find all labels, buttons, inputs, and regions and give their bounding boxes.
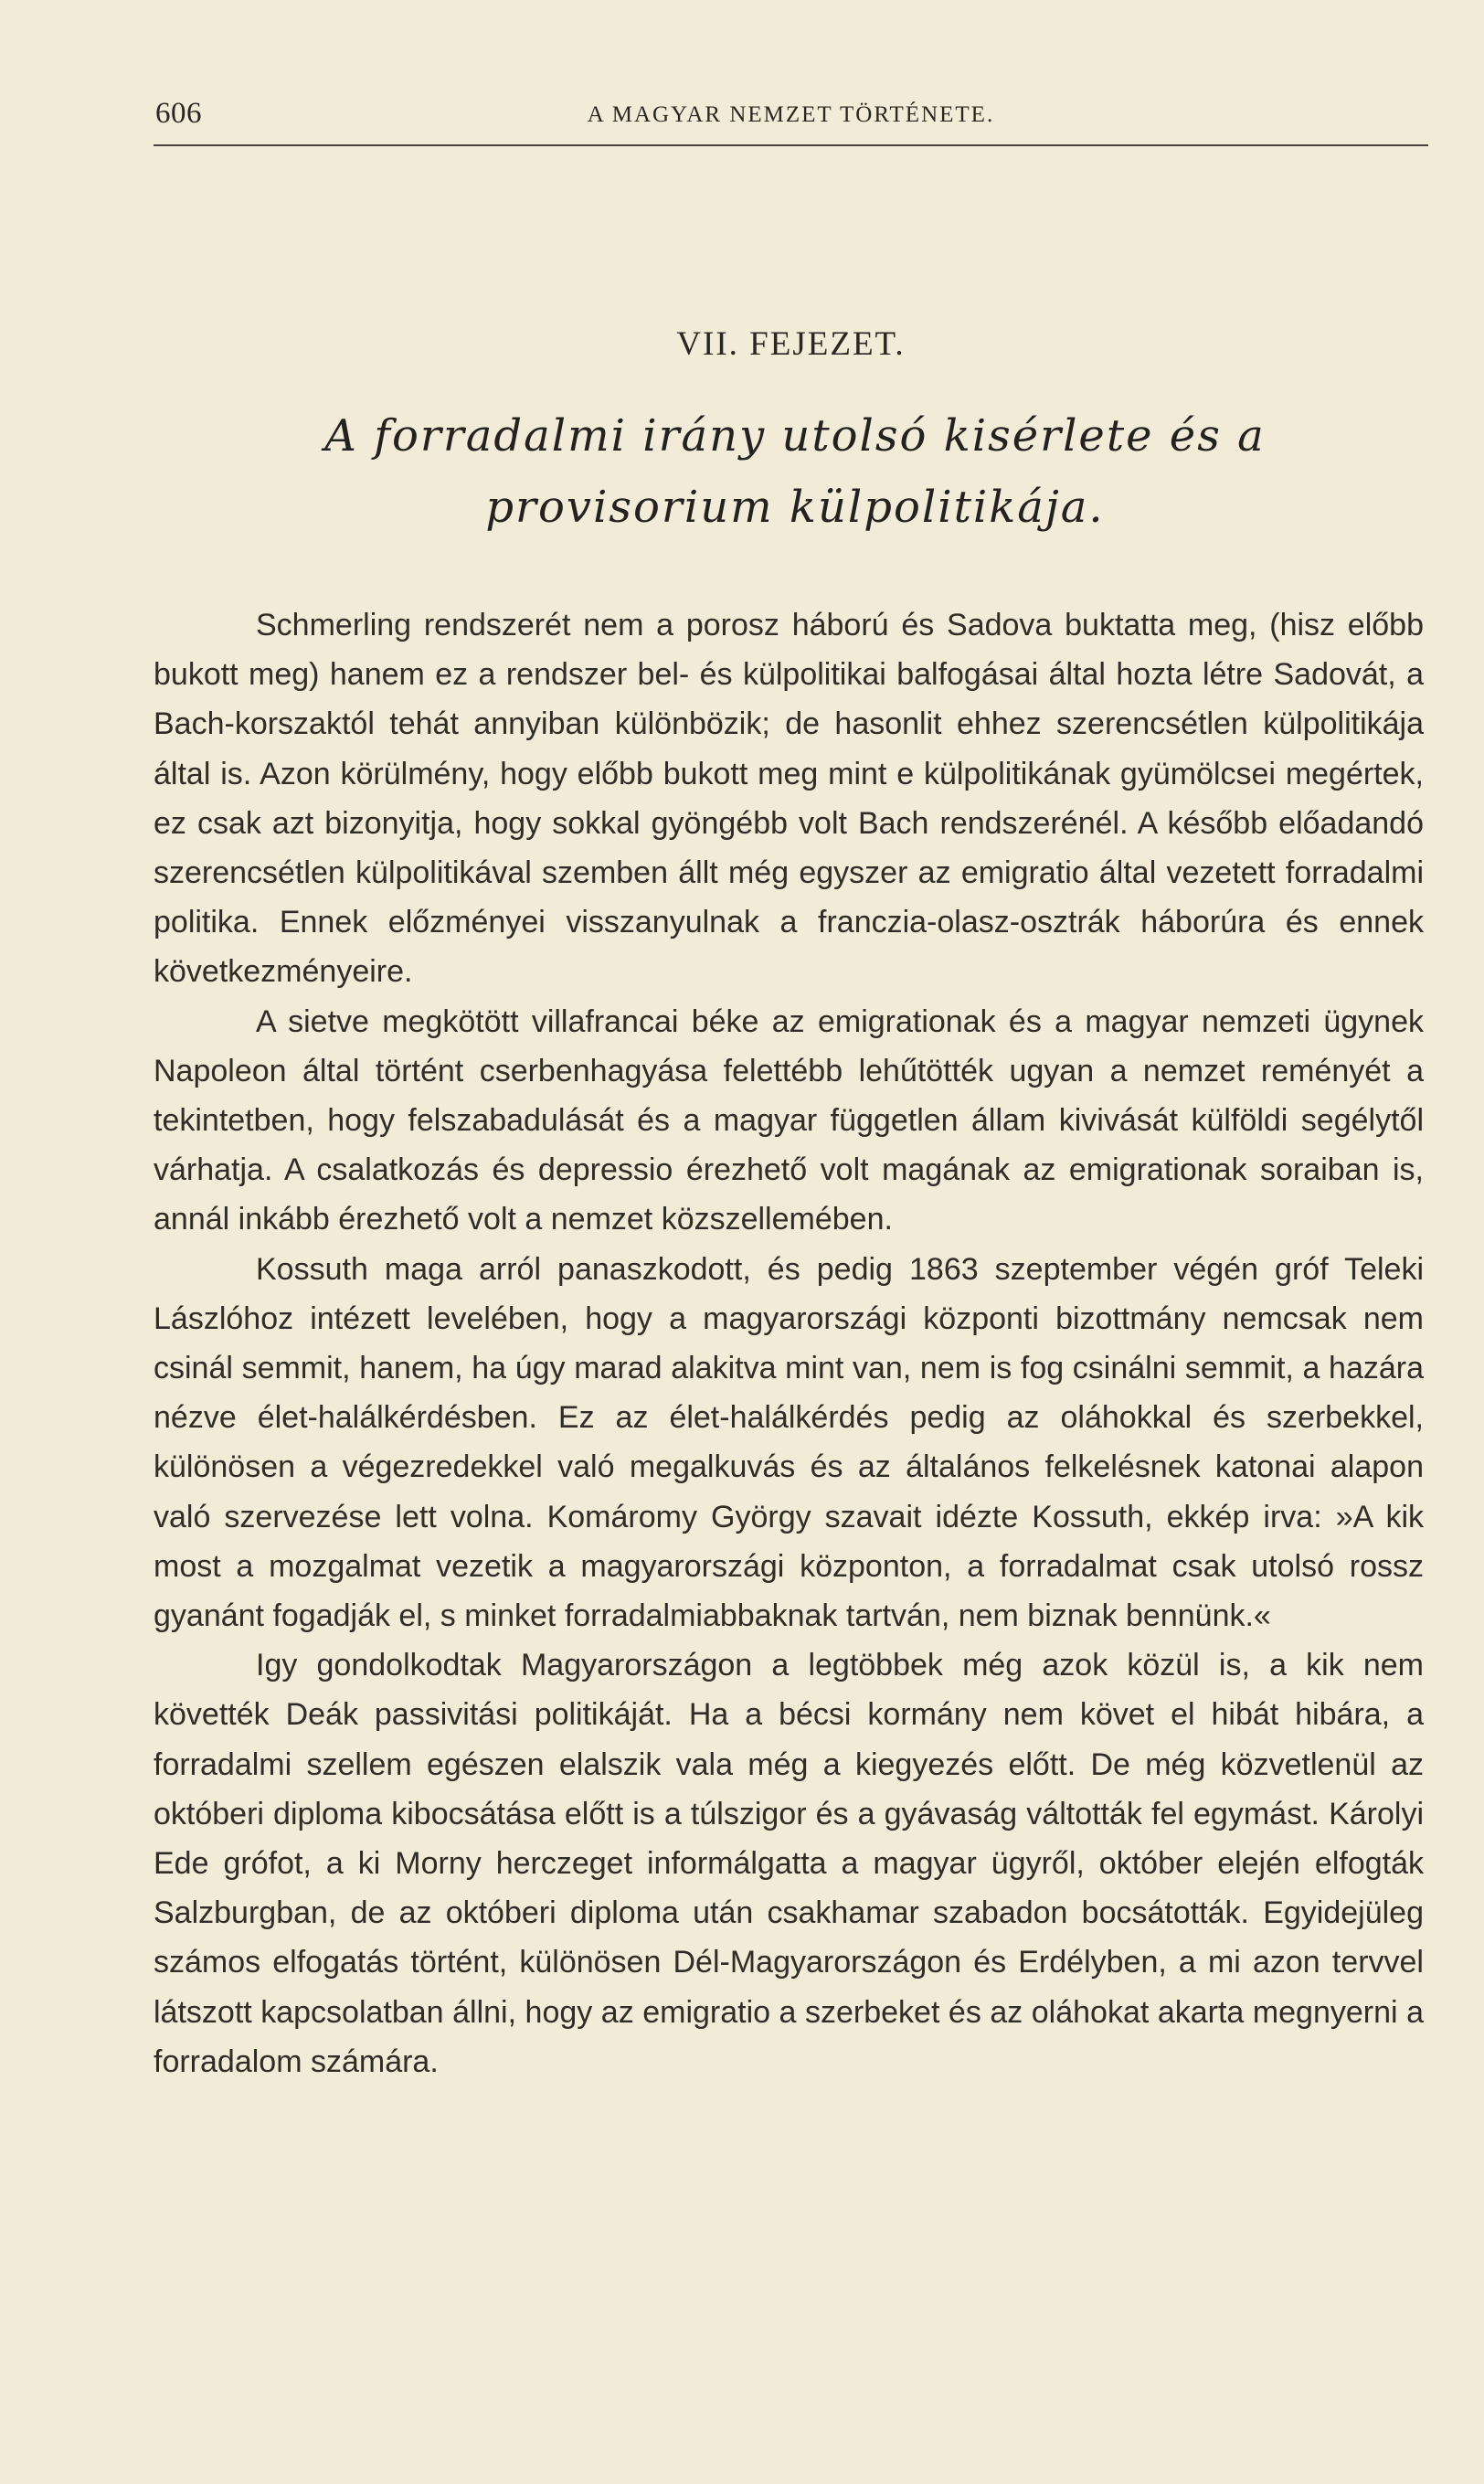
paragraph-4: Igy gondolkodtak Magyarországon a legtöbbek még azok közül is, a kik nem követték Deák passivitási politikáját. Ha a bécsi kormány nem követ el hibát hibára, a forradalmi szellem egészen elalszik vala még a kiegyezés előtt. De még közvetlenül az októberi diploma kibocsátása előtt is a túlszigor és a gyávaság váltották fel egymást. Károlyi Ede grófot, a ki Morny herczeget informálgatta a magyar ügyről, október elején elfogták Salzburgban, de az októberi diploma után csakhamar szabadon bocsátották. Egyidejüleg számos elfogatás történt, különösen Dél-Magyarországon és Erdélyben, a mi azon tervvel látszott kapcsolatban állni, hogy az emigratio a szerbeket és az oláhokat akarta megnyerni a forradalom számára. xyxy=(154,1648,1424,2079)
paragraph-3: Kossuth maga arról panaszkodott, és pedig 1863 szeptember végén gróf Teleki Lászlóhoz intézett levelében, hogy a magyarországi központi bizottmány nemcsak nem csinál semmit, hanem, ha úgy marad alakitva mint van, nem is fog csinálni semmit, a hazára nézve élet-halálkérdésben. Ez az élet-halálkérdés pedig az oláhokkal és szerbekkel, különösen a végezredekkel való megalkuvás és az általános felkelésnek katonai alapon való szervezése lett volna. Komáromy György szavait idézte Kossuth, ekkép irva: »A kik most a mozgalmat vezetik a magyarországi központon, a forradalmat csak utolsó rossz gyanánt fogadják el, s minket forradalmiabbaknak tartván, nem biznak bennünk.« xyxy=(154,1251,1424,1634)
running-title: A MAGYAR NEMZET TÖRTÉNETE. xyxy=(587,102,995,127)
body-text xyxy=(154,600,1424,2086)
running-header xyxy=(154,91,1428,146)
paragraph-2: A sietve megkötött villafrancai béke az emigrationak és a magyar nemzeti ügynek Napoleon által történt cserbenhagyása felettébb lehűtötték ugyan a nemzet reményét a tekintetben, hogy felszabadulását és a magyar független állam kivivását külföldi segélytől várhatja. A csalatkozás és depressio érezhető volt magának az emigrationak soraiban is, annál inkább érezhető volt a nemzet közszellemében. xyxy=(154,1003,1424,1237)
page-number: 606 xyxy=(155,97,202,130)
paragraph-1: Schmerling rendszerét nem a porosz háború és Sadova buktatta meg, (hisz előbb bukott meg) hanem ez a rendszer bel- és külpolitikai balfogásai által hozta létre Sadovát, a Bach-korszaktól tehát annyiban különbözik; de hasonlit ehhez szerencsétlen külpolitikája által is. Azon körülmény, hogy előbb bukott meg mint e külpolitikának gyümölcsei megértek, ez csak azt bizonyitja, hogy sokkal gyöngébb volt Bach rendszerénél. A később előadandó szerencsétlen külpolitikával szemben állt még egyszer az emigratio által vezetett forradalmi politika. Ennek előzményei visszanyulnak a franczia-olasz-osztrák háborúra és ennek következményeire. xyxy=(154,608,1424,990)
chapter-title: A forradalmi irány utolsó kisérlete és a provisorium külpolitikája. xyxy=(324,410,1266,533)
chapter-number: VII. FEJEZET. xyxy=(676,325,906,363)
